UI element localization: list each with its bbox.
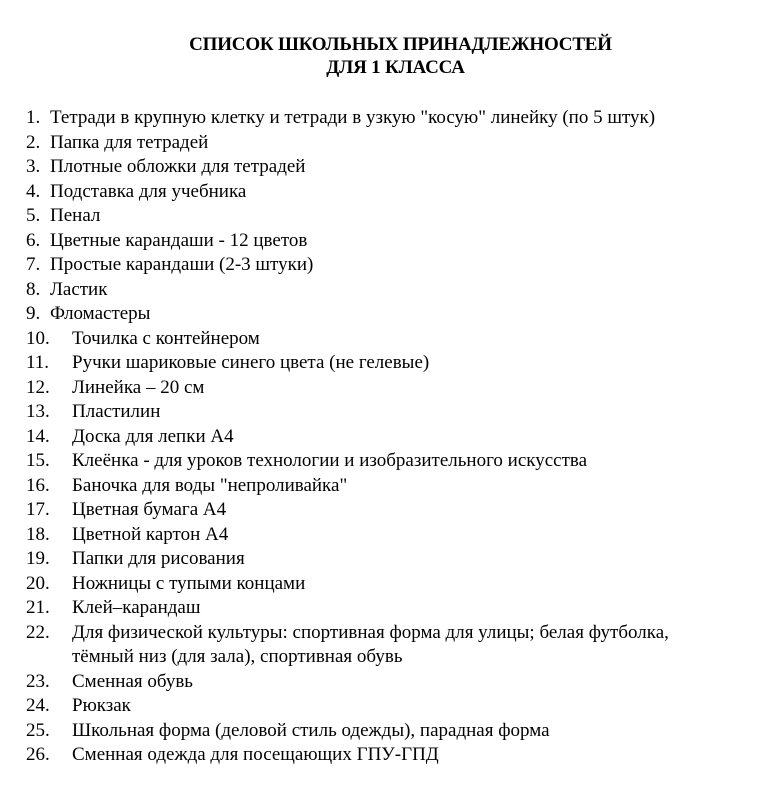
list-item (26, 523, 761, 548)
item-text: Клеёнка - для уроков технологии и изобразительного искусства (72, 450, 588, 471)
item-number: 9. (26, 303, 41, 324)
item-number: 23. (26, 670, 50, 692)
item-number: 14. (26, 425, 50, 447)
item-text: Цветной картон А4 (72, 523, 229, 545)
list-item (26, 229, 761, 254)
item-text: Подставка для учебника (50, 180, 247, 202)
list-item (26, 253, 761, 278)
list-item (26, 180, 761, 205)
item-text: Тетради в крупную клетку и тетради в узкую "косую" линейку (по 5 штук) (50, 107, 656, 128)
item-text: Простые карандаши (2-3 штуки) (50, 254, 314, 275)
list-item (26, 694, 761, 719)
title-line-1: СПИСОК ШКОЛЬНЫХ ПРИНАДЛЕЖНОСТЕЙ (189, 34, 612, 55)
item-number: 17. (26, 499, 50, 520)
item-text: Папки для рисования (72, 548, 245, 569)
item-text: Клей–карандаш (72, 597, 201, 618)
item-number: 11. (26, 352, 50, 373)
list-item (26, 400, 761, 425)
list-item (26, 547, 761, 572)
list-item (26, 302, 761, 327)
list-item (26, 596, 761, 621)
list-item (26, 131, 761, 156)
item-number: 8. (26, 278, 41, 300)
list-item (26, 155, 761, 180)
list-item (26, 425, 761, 450)
item-text: Рюкзак (72, 695, 131, 716)
list-item (26, 719, 761, 744)
item-number: 5. (26, 205, 41, 226)
item-text: Плотные обложки для тетрадей (50, 156, 306, 177)
item-number: 16. (26, 474, 50, 496)
list-item (26, 327, 761, 352)
item-number: 2. (26, 131, 41, 153)
item-number: 15. (26, 450, 50, 471)
item-number: 20. (26, 572, 50, 594)
item-text: Сменная обувь (72, 670, 193, 692)
list-item (26, 449, 761, 474)
document-title (0, 33, 763, 79)
item-text: Фломастеры (50, 303, 151, 324)
item-text: Точилка с контейнером (72, 327, 260, 349)
item-number: 18. (26, 523, 50, 545)
item-text: Цветные карандаши - 12 цветов (50, 229, 308, 251)
item-number: 12. (26, 376, 50, 398)
item-number: 25. (26, 719, 50, 741)
supplies-list (26, 106, 761, 768)
item-number: 3. (26, 156, 41, 177)
list-item (26, 278, 761, 303)
list-item (26, 376, 761, 401)
item-number: 26. (26, 744, 50, 765)
item-number: 13. (26, 401, 50, 422)
list-item (26, 351, 761, 376)
item-text: Баночка для воды "непроливайка" (72, 474, 348, 496)
list-item (26, 572, 761, 597)
list-item (26, 106, 761, 131)
list-item (26, 621, 761, 670)
item-number: 7. (26, 254, 41, 275)
item-text: Ручки шариковые синего цвета (не гелевые) (72, 352, 430, 373)
item-text: Ножницы с тупыми концами (72, 572, 306, 594)
item-number: 10. (26, 327, 50, 349)
item-number: 6. (26, 229, 41, 251)
list-item (26, 474, 761, 499)
list-item (26, 743, 761, 768)
item-number: 24. (26, 695, 50, 716)
item-number: 21. (26, 597, 50, 618)
list-item (26, 670, 761, 695)
item-text: Школьная форма (деловой стиль одежды), парадная форма (72, 719, 550, 741)
item-text: Линейка – 20 см (72, 376, 205, 398)
title-line-2: ДЛЯ 1 КЛАССА (326, 57, 465, 78)
item-text: Сменная одежда для посещающих ГПУ-ГПД (72, 744, 439, 765)
item-text: Папка для тетрадей (50, 131, 209, 153)
item-number: 1. (26, 107, 41, 128)
item-text: Пенал (50, 205, 101, 226)
item-text: Доска для лепки А4 (72, 425, 234, 447)
list-item (26, 204, 761, 229)
item-number: 4. (26, 180, 41, 202)
item-text: Для физической культуры: спортивная форма для улицы; белая футболка, тёмный низ (для зала), спортивная обувь (72, 621, 669, 667)
item-text: Ластик (50, 278, 108, 300)
item-text: Пластилин (72, 401, 161, 422)
item-number: 22. (26, 621, 50, 643)
item-text: Цветная бумага А4 (72, 499, 227, 520)
item-number: 19. (26, 548, 50, 569)
list-item (26, 498, 761, 523)
